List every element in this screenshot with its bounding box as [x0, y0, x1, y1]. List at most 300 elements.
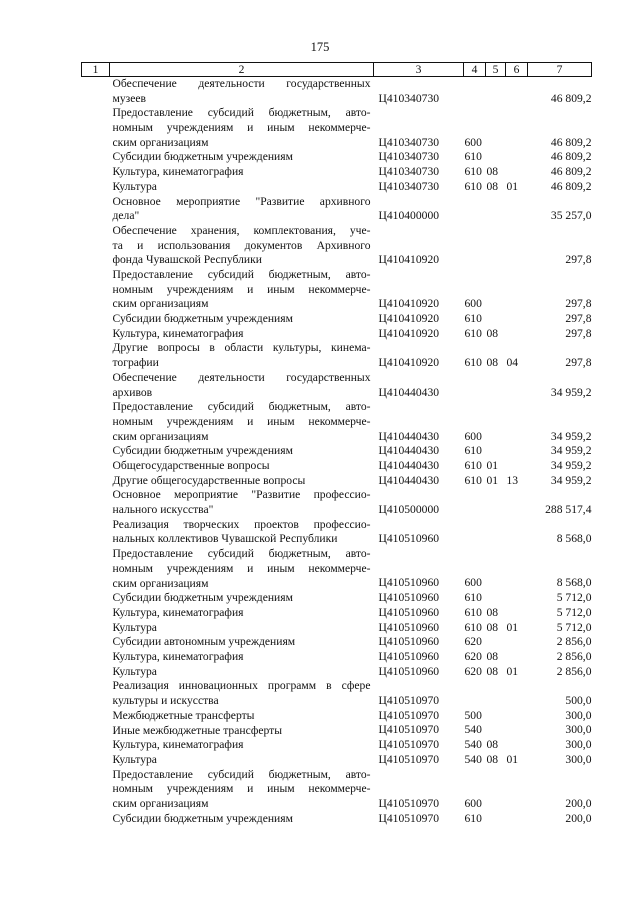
row-section-cell: 08: [486, 356, 499, 370]
row-section-cell: 08: [486, 752, 499, 766]
row-number-cell: [82, 738, 110, 753]
column-header-4: 4: [464, 63, 486, 77]
table-body: [82, 77, 592, 827]
row-name-cell: [110, 753, 374, 768]
row-number-cell: [82, 327, 110, 342]
row-name-cell: [110, 650, 374, 665]
row-sum-cell: 300,0: [565, 752, 592, 766]
row-section-cell: [486, 371, 506, 400]
row-type-cell: 600: [464, 135, 482, 149]
row-sum-cell: 2 856,0: [556, 650, 592, 663]
row-name-cell: [110, 400, 374, 444]
row-subsection-cell: [506, 738, 528, 753]
row-name-line: Культура, кинематография: [112, 650, 244, 664]
row-name-cell: [110, 224, 374, 268]
row-sum-cell: 297,8: [565, 312, 592, 326]
row-number-cell: [82, 224, 110, 268]
row-code-cell: Ц410440430: [378, 385, 440, 399]
row-number-cell: [82, 591, 110, 606]
row-number-cell: [82, 474, 110, 489]
row-code-cell: Ц410510960: [378, 620, 440, 634]
row-type-cell: 620: [464, 635, 482, 649]
row-name-cell: [110, 327, 374, 342]
table-row: [82, 312, 592, 327]
row-type-cell: 610: [464, 326, 482, 340]
row-type-cell: 610: [464, 473, 482, 487]
row-type-cell: 610: [464, 620, 482, 634]
table-row: [82, 180, 592, 195]
row-name-line: Субсидии бюджетным учреждениям: [112, 591, 293, 605]
row-section-cell: 08: [486, 738, 499, 752]
table-row: [82, 768, 592, 812]
row-type-cell: 610: [464, 591, 482, 605]
row-section-cell: [486, 488, 506, 517]
row-name-line: номным учреждениям и иным некоммерче-: [112, 121, 371, 135]
row-subsection-cell: [506, 709, 528, 724]
table-row: [82, 327, 592, 342]
row-name-line: Культура: [112, 179, 157, 193]
row-number-cell: [82, 606, 110, 621]
row-code-cell: Ц410510970: [378, 723, 440, 737]
row-name-line: Субсидии бюджетным учреждениям: [112, 150, 293, 164]
row-section-cell: 08: [486, 620, 499, 634]
row-number-cell: [82, 106, 110, 150]
row-sum-cell: 2 856,0: [556, 664, 592, 678]
table-row: [82, 650, 592, 665]
table-row: [82, 474, 592, 489]
row-section-cell: [486, 679, 506, 708]
row-code-cell: Ц410340730: [378, 91, 440, 105]
row-section-cell: [486, 812, 506, 827]
column-header-2: 2: [110, 63, 374, 77]
row-sum-cell: 297,8: [565, 253, 592, 267]
budget-table: [81, 62, 592, 826]
row-name-line: номным учреждениям и иным некоммерче-: [112, 782, 371, 796]
row-type-cell: 610: [464, 605, 482, 619]
row-sum-cell: 46 809,2: [550, 165, 592, 179]
row-name-line: Культура: [112, 664, 157, 678]
row-subsection-cell: [506, 768, 528, 812]
row-sum-cell: 300,0: [565, 738, 592, 752]
row-name-cell: [110, 341, 374, 370]
row-sum-cell: 5 712,0: [556, 605, 592, 619]
row-number-cell: [82, 753, 110, 768]
row-subsection-cell: 01: [506, 664, 519, 678]
row-sum-cell: 500,0: [565, 694, 592, 708]
row-subsection-cell: 04: [506, 356, 519, 370]
row-number-cell: [82, 768, 110, 812]
row-sum-cell: 34 959,2: [550, 385, 592, 399]
row-type-cell: 610: [464, 356, 482, 370]
row-name-line: Субсидии бюджетным учреждениям: [112, 811, 293, 825]
table-row: [82, 165, 592, 180]
column-header-7: 7: [528, 63, 592, 77]
row-name-line: номным учреждениям и иным некоммерче-: [112, 414, 371, 428]
row-number-cell: [82, 268, 110, 312]
row-number-cell: [82, 665, 110, 680]
row-name-cell: [110, 77, 374, 107]
row-subsection-cell: [506, 165, 528, 180]
row-number-cell: [82, 371, 110, 400]
row-type-cell: [464, 371, 486, 400]
row-type-cell: 600: [464, 576, 482, 590]
row-name-cell: [110, 635, 374, 650]
row-number-cell: [82, 650, 110, 665]
row-section-cell: [486, 709, 506, 724]
row-number-cell: [82, 679, 110, 708]
column-header-3: 3: [374, 63, 464, 77]
table-row: [82, 547, 592, 591]
row-number-cell: [82, 459, 110, 474]
row-code-cell: Ц410410920: [378, 297, 440, 311]
row-sum-cell: 297,8: [565, 326, 592, 340]
row-number-cell: [82, 195, 110, 224]
table-row: [82, 518, 592, 547]
row-name-cell: [110, 165, 374, 180]
row-subsection-cell: [506, 650, 528, 665]
row-subsection-cell: [506, 195, 528, 224]
row-sum-cell: 34 959,2: [550, 473, 592, 487]
row-name-line: нальных коллективов Чувашской Республики: [112, 532, 338, 546]
table-row: [82, 341, 592, 370]
row-code-cell: Ц410440430: [378, 458, 440, 472]
table-header: [82, 63, 592, 77]
row-name-cell: [110, 812, 374, 827]
row-type-cell: 540: [464, 738, 482, 752]
row-subsection-cell: [506, 106, 528, 150]
row-name-line: номным учреждениям и иным некоммерче-: [112, 282, 371, 296]
row-type-cell: 610: [464, 179, 482, 193]
row-subsection-cell: 13: [506, 473, 519, 487]
table-row: [82, 591, 592, 606]
row-type-cell: 600: [464, 796, 482, 810]
row-section-cell: [486, 268, 506, 312]
row-code-cell: Ц410440430: [378, 473, 440, 487]
row-subsection-cell: 01: [506, 752, 519, 766]
row-sum-cell: 46 809,2: [550, 179, 592, 193]
row-name-line: та и использования документов Архивного: [112, 238, 371, 252]
table-row: [82, 488, 592, 517]
row-name-line: Субсидии бюджетным учреждениям: [112, 312, 293, 326]
row-subsection-cell: [506, 723, 528, 738]
row-section-cell: 08: [486, 179, 499, 193]
row-type-cell: 610: [464, 312, 482, 326]
row-subsection-cell: [506, 606, 528, 621]
row-name-line: ским организациям: [112, 297, 209, 311]
row-code-cell: Ц410410920: [378, 253, 440, 267]
row-name-cell: [110, 444, 374, 459]
row-section-cell: [486, 106, 506, 150]
row-sum-cell: 5 712,0: [556, 620, 592, 634]
row-name-line: Предоставление субсидий бюджетным, авто-: [112, 106, 371, 120]
row-section-cell: [486, 444, 506, 459]
row-type-cell: 600: [464, 429, 482, 443]
row-name-cell: [110, 268, 374, 312]
row-subsection-cell: 01: [506, 179, 519, 193]
row-number-cell: [82, 77, 110, 107]
row-name-cell: [110, 459, 374, 474]
row-code-cell: Ц410510970: [378, 738, 440, 752]
row-code-cell: Ц410510970: [378, 708, 440, 722]
column-numbers-row: [82, 63, 592, 77]
table-row: [82, 812, 592, 827]
table-row: [82, 723, 592, 738]
table-row: [82, 195, 592, 224]
table-row: [82, 77, 592, 107]
row-name-line: фонда Чувашской Республики: [112, 253, 262, 267]
row-subsection-cell: [506, 77, 528, 107]
row-number-cell: [82, 341, 110, 370]
row-name-cell: [110, 738, 374, 753]
row-section-cell: [486, 150, 506, 165]
row-name-cell: [110, 518, 374, 547]
column-header-6: 6: [506, 63, 528, 77]
row-section-cell: [486, 518, 506, 547]
row-subsection-cell: [506, 268, 528, 312]
row-name-cell: [110, 195, 374, 224]
table-row: [82, 371, 592, 400]
row-sum-cell: 200,0: [565, 796, 592, 810]
row-code-cell: Ц410400000: [378, 209, 440, 223]
table-row: [82, 665, 592, 680]
row-name-line: Субсидии бюджетным учреждениям: [112, 444, 293, 458]
row-sum-cell: 46 809,2: [550, 150, 592, 164]
row-sum-cell: 288 517,4: [545, 503, 592, 517]
table-row: [82, 459, 592, 474]
row-code-cell: Ц410510970: [378, 752, 440, 766]
row-type-cell: 540: [464, 752, 482, 766]
row-name-line: дела": [112, 209, 140, 223]
row-sum-cell: 2 856,0: [556, 635, 592, 649]
row-section-cell: 08: [486, 605, 499, 619]
row-name-cell: [110, 665, 374, 680]
row-name-line: Иные межбюджетные трансферты: [112, 723, 283, 737]
row-name-cell: [110, 606, 374, 621]
row-type-cell: [464, 488, 486, 517]
row-subsection-cell: [506, 224, 528, 268]
row-type-cell: 610: [464, 458, 482, 472]
row-name-cell: [110, 180, 374, 195]
row-sum-cell: 34 959,2: [550, 458, 592, 472]
row-name-line: Культура, кинематография: [112, 326, 244, 340]
row-name-line: Культура, кинематография: [112, 165, 244, 179]
row-subsection-cell: 01: [506, 620, 519, 634]
row-subsection-cell: [506, 812, 528, 827]
row-code-cell: Ц410500000: [378, 503, 440, 517]
row-type-cell: 500: [464, 708, 482, 722]
row-subsection-cell: [506, 635, 528, 650]
row-name-cell: [110, 709, 374, 724]
row-name-line: Предоставление субсидий бюджетным, авто-: [112, 767, 371, 781]
row-code-cell: Ц410510960: [378, 664, 440, 678]
row-name-line: Культура, кинематография: [112, 738, 244, 752]
row-name-line: Другие общегосударственные вопросы: [112, 473, 306, 487]
row-type-cell: 620: [464, 664, 482, 678]
row-code-cell: Ц410440430: [378, 429, 440, 443]
row-code-cell: Ц410340730: [378, 165, 440, 179]
row-code-cell: Ц410510960: [378, 605, 440, 619]
column-header-1: 1: [82, 63, 110, 77]
row-code-cell: Ц410510960: [378, 576, 440, 590]
row-section-cell: [486, 77, 506, 107]
row-name-cell: [110, 591, 374, 606]
table-row: [82, 606, 592, 621]
row-number-cell: [82, 723, 110, 738]
row-name-line: Культура, кинематография: [112, 605, 244, 619]
row-name-line: Обеспечение деятельности государственных: [112, 370, 371, 384]
table-row: [82, 635, 592, 650]
row-name-line: ским организациям: [112, 429, 209, 443]
row-subsection-cell: [506, 444, 528, 459]
row-number-cell: [82, 488, 110, 517]
row-subsection-cell: [506, 591, 528, 606]
row-type-cell: 610: [464, 444, 482, 458]
row-name-cell: [110, 371, 374, 400]
row-type-cell: [464, 195, 486, 224]
row-name-line: Предоставление субсидий бюджетным, авто-: [112, 267, 371, 281]
row-name-cell: [110, 474, 374, 489]
row-type-cell: 610: [464, 811, 482, 825]
row-name-line: Обеспечение деятельности государственных: [112, 77, 371, 90]
row-name-line: Основное мероприятие "Развитие профессио-: [112, 488, 371, 502]
row-code-cell: Ц410410920: [378, 326, 440, 340]
row-type-cell: [464, 518, 486, 547]
row-sum-cell: 300,0: [565, 723, 592, 737]
row-number-cell: [82, 165, 110, 180]
table-row: [82, 753, 592, 768]
table-row: [82, 709, 592, 724]
row-name-cell: [110, 106, 374, 150]
row-sum-cell: 300,0: [565, 708, 592, 722]
row-number-cell: [82, 150, 110, 165]
row-sum-cell: 35 257,0: [550, 209, 592, 223]
row-code-cell: Ц410340730: [378, 179, 440, 193]
row-name-line: Субсидии автономным учреждениям: [112, 635, 296, 649]
row-name-line: Основное мероприятие "Развитие архивного: [112, 194, 371, 208]
row-name-line: Обеспечение хранения, комплектования, уче-: [112, 223, 371, 237]
row-number-cell: [82, 444, 110, 459]
row-name-line: Реализация творческих проектов профессио-: [112, 517, 371, 531]
row-code-cell: Ц410510960: [378, 650, 440, 663]
table-row: [82, 224, 592, 268]
row-code-cell: Ц410340730: [378, 150, 440, 164]
row-section-cell: [486, 723, 506, 738]
row-name-line: Общегосударственные вопросы: [112, 458, 270, 472]
row-subsection-cell: [506, 312, 528, 327]
row-number-cell: [82, 812, 110, 827]
row-type-cell: 610: [464, 165, 482, 179]
row-section-cell: [486, 591, 506, 606]
row-name-cell: [110, 621, 374, 636]
row-subsection-cell: [506, 518, 528, 547]
row-code-cell: Ц410510970: [378, 796, 440, 810]
row-name-line: Культура: [112, 752, 157, 766]
row-sum-cell: 34 959,2: [550, 444, 592, 458]
row-name-line: Межбюджетные трансферты: [112, 708, 255, 722]
row-name-line: ским организациям: [112, 576, 209, 590]
row-type-cell: [464, 77, 486, 107]
budget-table-container: [81, 62, 591, 826]
row-name-line: музеев: [112, 91, 146, 105]
row-sum-cell: 46 809,2: [550, 135, 592, 149]
row-subsection-cell: [506, 488, 528, 517]
row-type-cell: 540: [464, 723, 482, 737]
row-section-cell: 08: [486, 650, 499, 663]
table-row: [82, 150, 592, 165]
row-section-cell: [486, 547, 506, 591]
row-number-cell: [82, 180, 110, 195]
row-name-line: Предоставление субсидий бюджетным, авто-: [112, 547, 371, 561]
table-row: [82, 621, 592, 636]
row-name-cell: [110, 768, 374, 812]
row-name-line: Другие вопросы в области культуры, кинема-: [112, 341, 371, 355]
row-number-cell: [82, 547, 110, 591]
row-section-cell: [486, 195, 506, 224]
row-name-line: Культура: [112, 620, 157, 634]
row-name-cell: [110, 150, 374, 165]
row-number-cell: [82, 635, 110, 650]
row-subsection-cell: [506, 400, 528, 444]
row-name-cell: [110, 547, 374, 591]
row-sum-cell: 8 568,0: [556, 532, 592, 546]
row-name-line: Реализация инновационных программ в сфере: [112, 679, 371, 693]
column-header-5: 5: [486, 63, 506, 77]
row-section-cell: [486, 400, 506, 444]
row-section-cell: [486, 224, 506, 268]
row-type-cell: 620: [464, 650, 482, 663]
table-row: [82, 400, 592, 444]
row-type-cell: [464, 679, 486, 708]
row-name-line: архивов: [112, 385, 153, 399]
row-sum-cell: 46 809,2: [550, 91, 592, 105]
row-sum-cell: 5 712,0: [556, 591, 592, 605]
row-name-cell: [110, 312, 374, 327]
row-sum-cell: 8 568,0: [556, 576, 592, 590]
row-code-cell: Ц410510960: [378, 635, 440, 649]
row-code-cell: Ц410440430: [378, 444, 440, 458]
row-name-cell: [110, 723, 374, 738]
table-row: [82, 738, 592, 753]
row-code-cell: Ц410510960: [378, 591, 440, 605]
row-code-cell: Ц410410920: [378, 356, 440, 370]
row-name-line: ским организациям: [112, 135, 209, 149]
row-sum-cell: 200,0: [565, 811, 592, 825]
row-section-cell: 01: [486, 473, 499, 487]
row-subsection-cell: [506, 327, 528, 342]
row-number-cell: [82, 709, 110, 724]
row-name-line: номным учреждениям и иным некоммерче-: [112, 561, 371, 575]
row-code-cell: Ц410410920: [378, 312, 440, 326]
row-type-cell: 610: [464, 150, 482, 164]
row-code-cell: Ц410510970: [378, 694, 440, 708]
row-section-cell: 08: [486, 664, 499, 678]
row-sum-cell: 297,8: [565, 356, 592, 370]
row-subsection-cell: [506, 547, 528, 591]
row-name-line: тографии: [112, 356, 159, 370]
page-number: 175: [310, 40, 330, 54]
row-code-cell: Ц410510970: [378, 811, 440, 825]
table-row: [82, 106, 592, 150]
row-subsection-cell: [506, 679, 528, 708]
row-sum-cell: 34 959,2: [550, 429, 592, 443]
row-number-cell: [82, 518, 110, 547]
row-name-line: культуры и искусства: [112, 694, 219, 708]
row-name-cell: [110, 679, 374, 708]
row-subsection-cell: [506, 371, 528, 400]
row-subsection-cell: [506, 459, 528, 474]
row-type-cell: [464, 224, 486, 268]
row-number-cell: [82, 621, 110, 636]
